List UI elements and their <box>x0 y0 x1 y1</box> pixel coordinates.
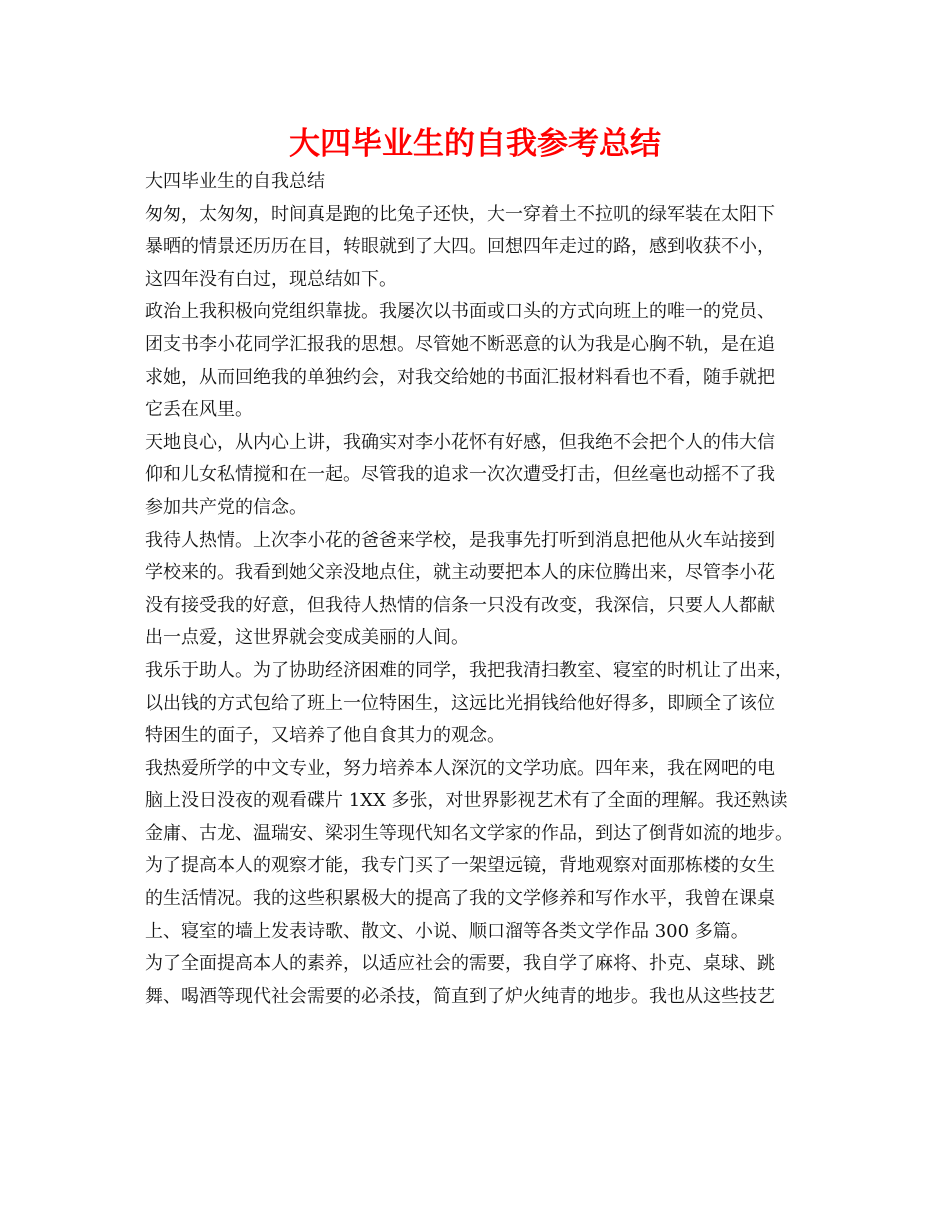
body-line: 为了提高本人的观察才能，我专门买了一架望远镜，背地观察对面那栋楼的女生 <box>145 855 775 877</box>
body-line: 匆匆，太匆匆，时间真是跑的比兔子还快，大一穿着土不拉叽的绿军装在太阳下 <box>145 203 775 225</box>
body-line: 团支书李小花同学汇报我的思想。尽管她不断恶意的认为我是心胸不轨，是在追 <box>145 333 775 355</box>
body-line: 我乐于助人。为了协助经济困难的同学，我把我清扫教室、寝室的时机让了出来， <box>145 659 793 681</box>
body-line: 参加共产党的信念。 <box>145 496 307 518</box>
body-line: 上、寝室的墙上发表诗歌、散文、小说、顺口溜等各类文学作品 300 多篇。 <box>145 920 749 942</box>
body-line: 金庸、古龙、温瑞安、梁羽生等现代知名文学家的作品，到达了倒背如流的地步。 <box>145 822 793 844</box>
body-line: 特困生的面子，又培养了他自食其力的观念。 <box>145 725 505 747</box>
body-line: 天地良心，从内心上讲，我确实对李小花怀有好感，但我绝不会把个人的伟大信 <box>145 431 775 453</box>
document-body <box>145 166 815 1013</box>
body-line: 为了全面提高本人的素养，以适应社会的需要，我自学了麻将、扑克、桌球、跳 <box>145 953 775 975</box>
document-title: 大四毕业生的自我参考总结 <box>289 126 661 162</box>
body-line: 政治上我积极向党组织靠拢。我屡次以书面或口头的方式向班上的唯一的党员、 <box>145 301 775 323</box>
body-line: 它丢在风里。 <box>145 399 253 421</box>
body-line: 的生活情况。我的这些积累极大的提高了我的文学修养和写作水平，我曾在课桌 <box>145 888 775 910</box>
body-line: 我待人热情。上次李小花的爸爸来学校，是我事先打听到消息把他从火车站接到 <box>145 529 775 551</box>
body-line: 暴晒的情景还历历在目，转眼就到了大四。回想四年走过的路，感到收获不小， <box>145 236 775 258</box>
body-line: 学校来的。我看到她父亲没地点住，就主动要把本人的床位腾出来，尽管李小花 <box>145 562 775 584</box>
body-line: 脑上没日没夜的观看碟片 1XX 多张，对世界影视艺术有了全面的理解。我还熟读 <box>145 790 788 812</box>
body-line: 没有接受我的好意，但我待人热情的信条一只没有改变，我深信，只要人人都献 <box>145 594 775 616</box>
body-line: 舞、喝酒等现代社会需要的必杀技，简直到了炉火纯青的地步。我也从这些技艺 <box>145 985 775 1007</box>
body-line: 以出钱的方式包给了班上一位特困生，这远比光捐钱给他好得多，即顾全了该位 <box>145 692 775 714</box>
body-line: 我热爱所学的中文专业，努力培养本人深沉的文学功底。四年来，我在网吧的电 <box>145 757 775 779</box>
body-line: 出一点爱，这世界就会变成美丽的人间。 <box>145 627 469 649</box>
body-line: 这四年没有白过，现总结如下。 <box>145 268 397 290</box>
body-line: 仰和儿女私情搅和在一起。尽管我的追求一次次遭受打击，但丝毫也动摇不了我 <box>145 464 775 486</box>
body-line: 大四毕业生的自我总结 <box>145 171 325 192</box>
body-line: 求她，从而回绝我的单独约会，对我交给她的书面汇报材料看也不看，随手就把 <box>145 366 775 388</box>
